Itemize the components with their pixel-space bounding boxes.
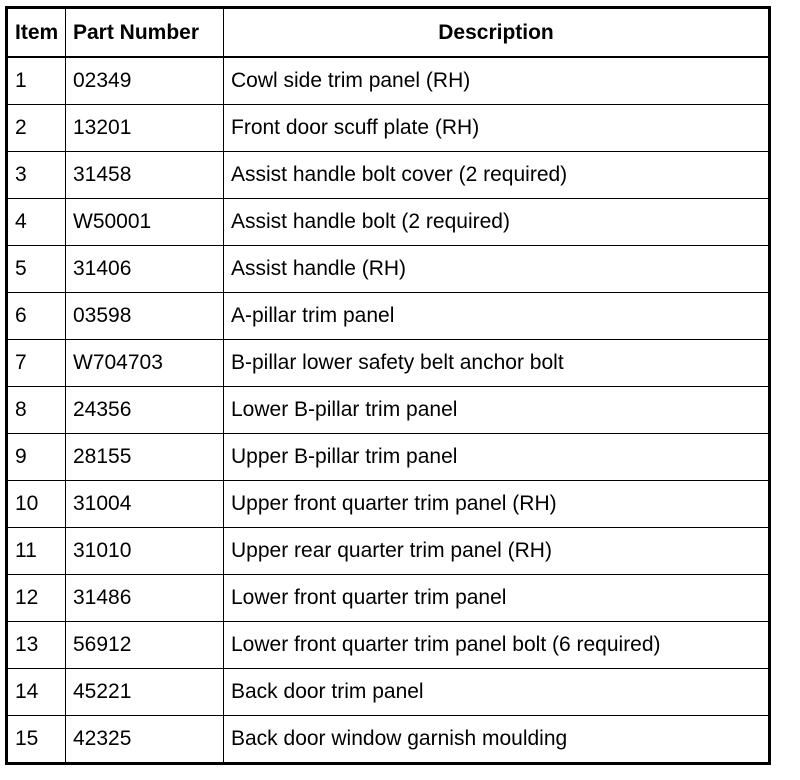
table-row — [7, 387, 770, 434]
cell-description: Back door trim panel — [224, 669, 770, 716]
cell-description: Assist handle bolt (2 required) — [224, 199, 770, 246]
cell-description: Upper B-pillar trim panel — [224, 434, 770, 481]
cell-description: Cowl side trim panel (RH) — [224, 57, 770, 105]
cell-item: 6 — [7, 293, 66, 340]
table-row — [7, 481, 770, 528]
cell-part-number: 31486 — [66, 575, 224, 622]
header-row — [7, 8, 770, 58]
cell-part-number: 42325 — [66, 716, 224, 764]
cell-description: Assist handle (RH) — [224, 246, 770, 293]
cell-item: 2 — [7, 105, 66, 152]
cell-part-number: 56912 — [66, 622, 224, 669]
cell-item: 12 — [7, 575, 66, 622]
header-description: Description — [224, 8, 770, 58]
cell-description: Front door scuff plate (RH) — [224, 105, 770, 152]
cell-part-number: 03598 — [66, 293, 224, 340]
cell-item: 15 — [7, 716, 66, 764]
table-row — [7, 716, 770, 764]
table-row — [7, 199, 770, 246]
cell-item: 7 — [7, 340, 66, 387]
cell-item: 4 — [7, 199, 66, 246]
cell-part-number: 45221 — [66, 669, 224, 716]
table-row — [7, 434, 770, 481]
cell-item: 9 — [7, 434, 66, 481]
cell-part-number: 24356 — [66, 387, 224, 434]
cell-item: 5 — [7, 246, 66, 293]
cell-description: A-pillar trim panel — [224, 293, 770, 340]
cell-description: Lower B-pillar trim panel — [224, 387, 770, 434]
cell-description: Lower front quarter trim panel bolt (6 required) — [224, 622, 770, 669]
cell-part-number: W50001 — [66, 199, 224, 246]
table-row — [7, 528, 770, 575]
table-row — [7, 340, 770, 387]
cell-item: 11 — [7, 528, 66, 575]
parts-table — [5, 6, 771, 765]
cell-item: 10 — [7, 481, 66, 528]
cell-part-number: 13201 — [66, 105, 224, 152]
cell-description: Upper front quarter trim panel (RH) — [224, 481, 770, 528]
table-row — [7, 622, 770, 669]
cell-description: Back door window garnish moulding — [224, 716, 770, 764]
table-row — [7, 152, 770, 199]
cell-item: 1 — [7, 57, 66, 105]
cell-item: 13 — [7, 622, 66, 669]
table-row — [7, 575, 770, 622]
cell-item: 3 — [7, 152, 66, 199]
cell-item: 14 — [7, 669, 66, 716]
cell-part-number: W704703 — [66, 340, 224, 387]
header-part-number: Part Number — [66, 8, 224, 58]
table-row — [7, 246, 770, 293]
table-body — [7, 57, 770, 764]
cell-part-number: 31004 — [66, 481, 224, 528]
cell-description: Assist handle bolt cover (2 required) — [224, 152, 770, 199]
cell-part-number: 31458 — [66, 152, 224, 199]
cell-part-number: 31010 — [66, 528, 224, 575]
table-row — [7, 57, 770, 105]
cell-description: Upper rear quarter trim panel (RH) — [224, 528, 770, 575]
cell-item: 8 — [7, 387, 66, 434]
cell-part-number: 28155 — [66, 434, 224, 481]
table-row — [7, 293, 770, 340]
cell-part-number: 02349 — [66, 57, 224, 105]
header-item: Item — [7, 8, 66, 58]
table-row — [7, 669, 770, 716]
cell-description: Lower front quarter trim panel — [224, 575, 770, 622]
table-header — [7, 8, 770, 58]
cell-part-number: 31406 — [66, 246, 224, 293]
table-row — [7, 105, 770, 152]
cell-description: B-pillar lower safety belt anchor bolt — [224, 340, 770, 387]
